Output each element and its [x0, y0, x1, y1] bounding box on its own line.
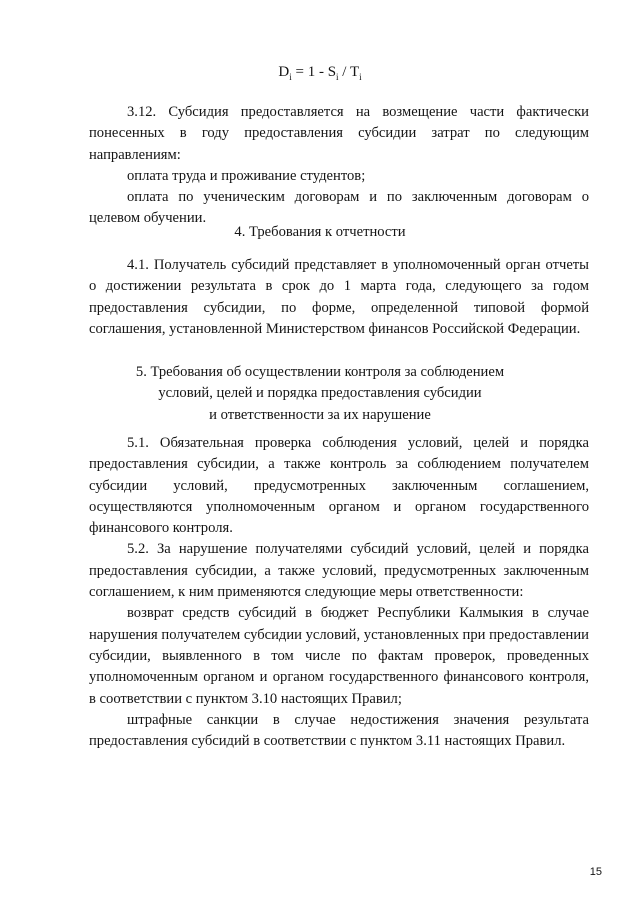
list-item-wages: оплата труда и проживание студентов; — [127, 167, 366, 184]
section-5-body — [89, 433, 589, 752]
paragraph-3-12: 3.12. Субсидия предоставляется на возмещение части фактически понесенных в году предоставления субсидии затрат по следующим направлениям: — [89, 104, 589, 163]
section-5-heading — [0, 362, 640, 426]
page-number: 15 — [589, 866, 602, 878]
formula-d: D — [278, 64, 290, 80]
paragraph-penalties: штрафные санкции в случае недостижения значения результата предоставления субсидий в соответствии с пунктом 3.11 настоящих Правил. — [89, 711, 589, 750]
list-item-contracts: оплата по ученическим договорам и по заключенным договорам о целевом обучении. — [89, 189, 589, 227]
section-4-title: 4. Требования к отчетности — [234, 224, 406, 240]
section-3-12 — [89, 102, 589, 230]
paragraph-5-2: 5.2. За нарушение получателями субсидий условий, целей и порядка предоставления субсидии, а также условий, предусмотренных заключенным соглашением, к ним применяются следующие меры ответственности: — [89, 541, 589, 601]
paragraph-5-1: 5.1. Обязательная проверка соблюдения условий, целей и порядка предоставления субсидии, а также контроль за соблюдением получателем субсидии условий, предусмотренных заключенным соглашением, осуществляются уполномоченным органом и органом государственного финансового контроля. — [89, 435, 589, 537]
formula-sub: i — [289, 72, 292, 82]
section-5-title-line-1: 5. Требования об осуществлении контроля за соблюдением — [135, 364, 505, 380]
formula-sub: i — [336, 72, 339, 82]
section-4-heading — [0, 222, 640, 243]
formula-end: / T — [338, 64, 360, 80]
paragraph-refund: возврат средств субсидий в бюджет Республики Калмыкия в случае нарушения получателем субсидии условий, установленных при предоставлении субсидии, выявленного в том числе по фактам проверок, проведенных уполномоченным органом и органом государственного финансового контроля, в соответствии с пунктом 3.10 настоящих Правил; — [89, 605, 589, 707]
section-5-title-line-2: условий, целей и порядка предоставления субсидии — [158, 385, 482, 402]
section-5-title-line-3: и ответственности за их нарушение — [209, 406, 431, 423]
section-4-body — [89, 255, 589, 340]
formula-middle: = 1 - S — [291, 64, 337, 80]
paragraph-4-1: 4.1. Получатель субсидий представляет в уполномоченный орган отчеты о достижении результата в срок до 1 марта года, следующего за годом предоставления субсидии, по форме, определенной типовой формой соглашения, установленной Министерством финансов Российской Федерации. — [89, 257, 589, 337]
formula — [0, 64, 640, 82]
formula-sub: i — [359, 72, 362, 82]
